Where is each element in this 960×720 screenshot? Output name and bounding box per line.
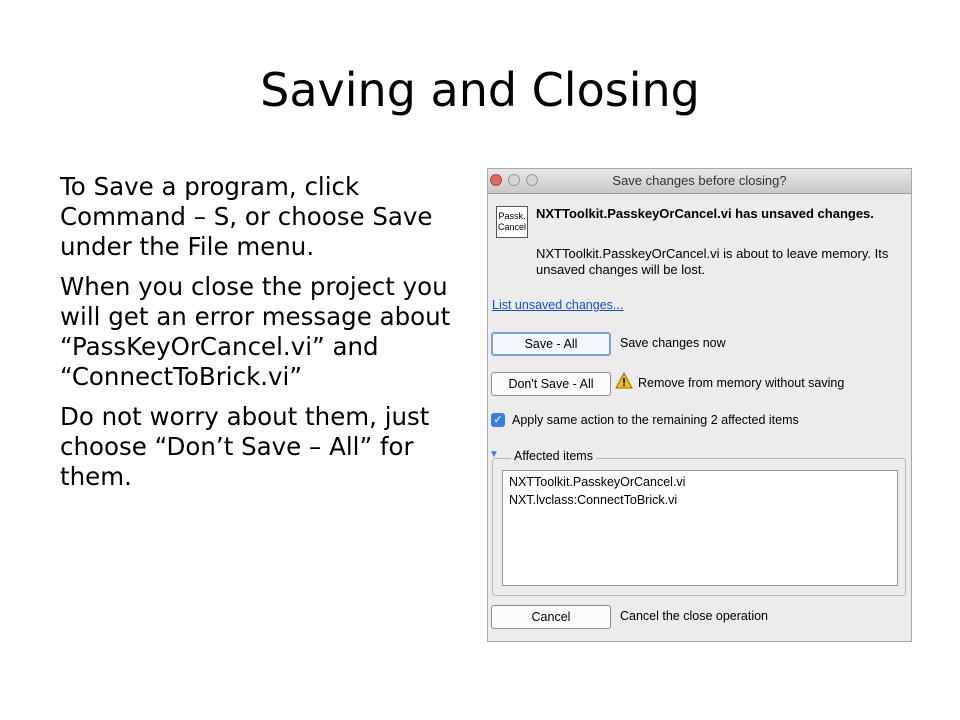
save-all-description: Save changes now bbox=[620, 336, 726, 350]
cancel-button[interactable]: Cancel bbox=[491, 605, 611, 629]
affected-items-list[interactable] bbox=[502, 470, 898, 586]
cancel-description: Cancel the close operation bbox=[620, 609, 769, 623]
paragraph-save-instructions: To Save a program, click Command – S, or choose Save under the File menu. bbox=[60, 172, 433, 261]
save-all-button[interactable]: Save - All bbox=[491, 332, 611, 356]
vi-icon bbox=[496, 206, 528, 238]
list-item[interactable]: NXT.lvclass:ConnectToBrick.vi bbox=[509, 493, 678, 507]
dialog-titlebar bbox=[488, 169, 911, 194]
list-item[interactable]: NXTToolkit.PasskeyOrCancel.vi bbox=[509, 475, 686, 489]
paragraph-dont-worry: Do not worry about them, just choose “Don’t Save – All” for them. bbox=[60, 402, 430, 491]
dialog-title: Save changes before closing? bbox=[612, 173, 787, 188]
affected-items-label: Affected items bbox=[511, 449, 596, 463]
save-changes-dialog bbox=[487, 168, 912, 642]
slide-title: Saving and Closing bbox=[260, 63, 700, 117]
slide-body bbox=[60, 172, 460, 502]
list-unsaved-changes-link[interactable]: List unsaved changes... bbox=[492, 298, 624, 312]
vi-icon-line2: Cancel bbox=[497, 222, 526, 232]
paragraph-close-error: When you close the project you will get an error message about “PassKeyOrCancel.vi” and “ConnectToBrick.vi” bbox=[60, 272, 451, 391]
disclosure-triangle-icon[interactable]: ▼ bbox=[489, 449, 499, 460]
apply-same-action-checkbox[interactable]: ✓ bbox=[491, 413, 505, 427]
dialog-message-bold: NXTToolkit.PasskeyOrCancel.vi has unsaved changes. bbox=[536, 206, 874, 221]
warning-icon bbox=[615, 372, 633, 389]
vi-icon-line1: Passk. bbox=[498, 211, 526, 221]
dialog-message: NXTToolkit.PasskeyOrCancel.vi is about to leave memory. Its unsaved changes will be lost. bbox=[536, 246, 889, 277]
dont-save-all-description: Remove from memory without saving bbox=[638, 376, 845, 390]
dont-save-all-button[interactable]: Don't Save - All bbox=[491, 372, 611, 396]
apply-same-action-label: Apply same action to the remaining 2 affected items bbox=[512, 413, 799, 427]
